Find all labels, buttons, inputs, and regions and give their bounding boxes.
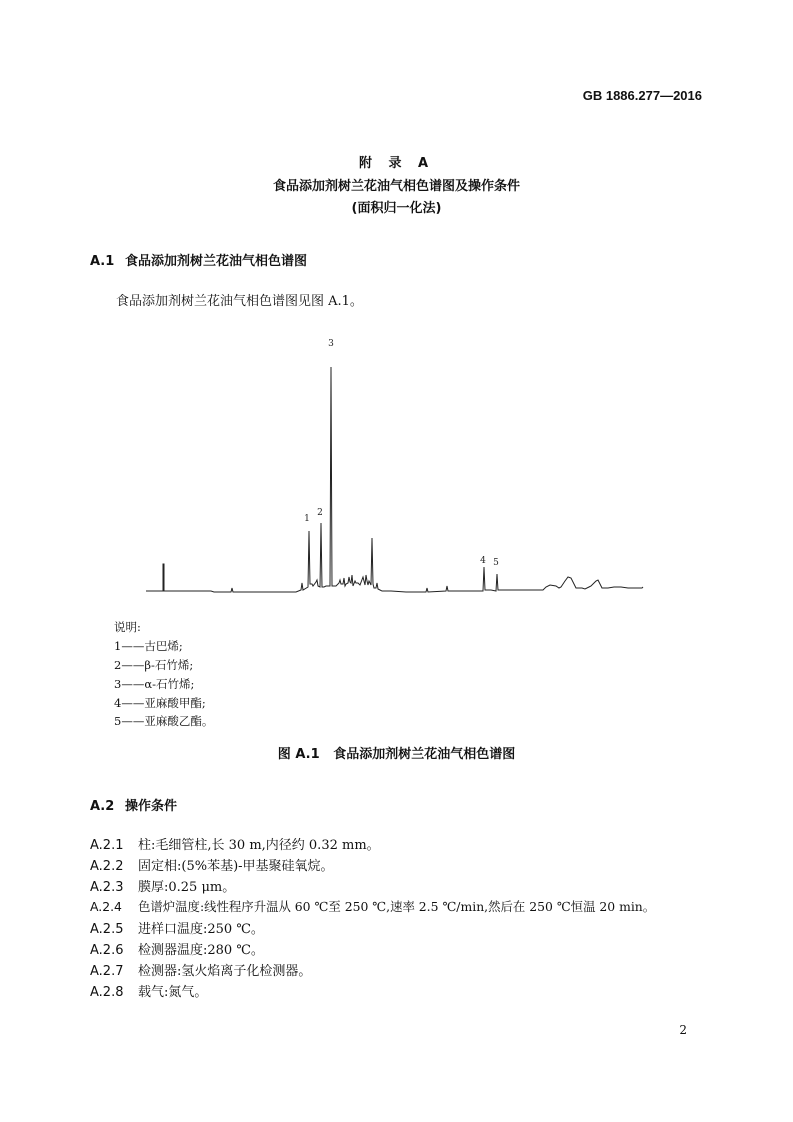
condition-text: 载气:氮气。 bbox=[138, 985, 208, 1000]
condition-item bbox=[90, 960, 311, 979]
condition-number: A.2.4 bbox=[90, 899, 122, 914]
section-a2-heading bbox=[90, 795, 177, 814]
condition-number: A.2.2 bbox=[90, 859, 124, 874]
section-a2-number: A.2 bbox=[90, 799, 115, 814]
chromatogram-trace bbox=[146, 367, 643, 592]
legend-item-5: 5——亚麻酸乙酯。 bbox=[114, 714, 214, 728]
section-a1-heading bbox=[90, 250, 307, 269]
peak-label-3: 3 bbox=[328, 339, 334, 349]
figure-caption bbox=[0, 743, 793, 762]
peak-label-1: 1 bbox=[304, 514, 310, 524]
condition-number: A.2.5 bbox=[90, 922, 124, 937]
figure-caption-number: 图 A.1 bbox=[277, 747, 320, 762]
condition-number: A.2.6 bbox=[90, 943, 124, 958]
condition-item bbox=[90, 981, 207, 1000]
legend-title: 说明: bbox=[114, 620, 141, 634]
peak-label-5: 5 bbox=[493, 558, 499, 568]
condition-number: A.2.8 bbox=[90, 985, 124, 1000]
page-number: 2 bbox=[679, 1023, 687, 1037]
condition-number: A.2.1 bbox=[90, 838, 124, 853]
appendix-title: 食品添加剂树兰花油气相色谱图及操作条件 bbox=[272, 179, 520, 194]
condition-item bbox=[90, 918, 264, 937]
condition-item bbox=[90, 939, 264, 958]
condition-text: 固定相:(5%苯基)-甲基聚硅氧烷。 bbox=[138, 859, 334, 874]
condition-text: 膜厚:0.25 μm。 bbox=[138, 880, 236, 895]
figure-caption-text: 食品添加剂树兰花油气相色谱图 bbox=[333, 747, 516, 762]
standard-code: GB 1886.277—2016 bbox=[582, 88, 702, 103]
condition-text: 进样口温度:250 ℃。 bbox=[138, 922, 264, 937]
legend-item-3: 3——α-石竹烯; bbox=[114, 677, 195, 691]
condition-text: 检测器:氢火焰离子化检测器。 bbox=[138, 964, 312, 979]
condition-item bbox=[90, 876, 235, 895]
chromatogram-figure bbox=[146, 334, 648, 600]
section-a1-title: 食品添加剂树兰花油气相色谱图 bbox=[125, 254, 308, 269]
legend-item-1: 1——古巴烯; bbox=[114, 639, 183, 653]
condition-text: 柱:毛细管柱,长 30 m,内径约 0.32 mm。 bbox=[138, 838, 380, 853]
section-a1-body: 食品添加剂树兰花油气相色谱图见图 A.1。 bbox=[116, 294, 363, 309]
condition-item bbox=[90, 897, 655, 915]
peak-label-4: 4 bbox=[480, 556, 486, 566]
section-a1-number: A.1 bbox=[90, 254, 115, 269]
appendix-subtitle: (面积归一化法) bbox=[351, 201, 442, 216]
condition-text: 检测器温度:280 ℃。 bbox=[138, 943, 264, 958]
appendix-label: 附 录 A bbox=[358, 156, 435, 171]
peak-label-2: 2 bbox=[317, 508, 323, 518]
condition-text: 色谱炉温度:线性程序升温从 60 ℃至 250 ℃,速率 2.5 ℃/min,然后在 250 ℃恒温 20 min。 bbox=[138, 899, 656, 914]
condition-item bbox=[90, 855, 334, 874]
condition-item bbox=[90, 834, 380, 853]
legend-item-2: 2——β-石竹烯; bbox=[114, 658, 194, 672]
condition-number: A.2.3 bbox=[90, 880, 124, 895]
condition-number: A.2.7 bbox=[90, 964, 124, 979]
legend-item-4: 4——亚麻酸甲酯; bbox=[114, 696, 206, 710]
section-a2-title: 操作条件 bbox=[125, 799, 178, 814]
